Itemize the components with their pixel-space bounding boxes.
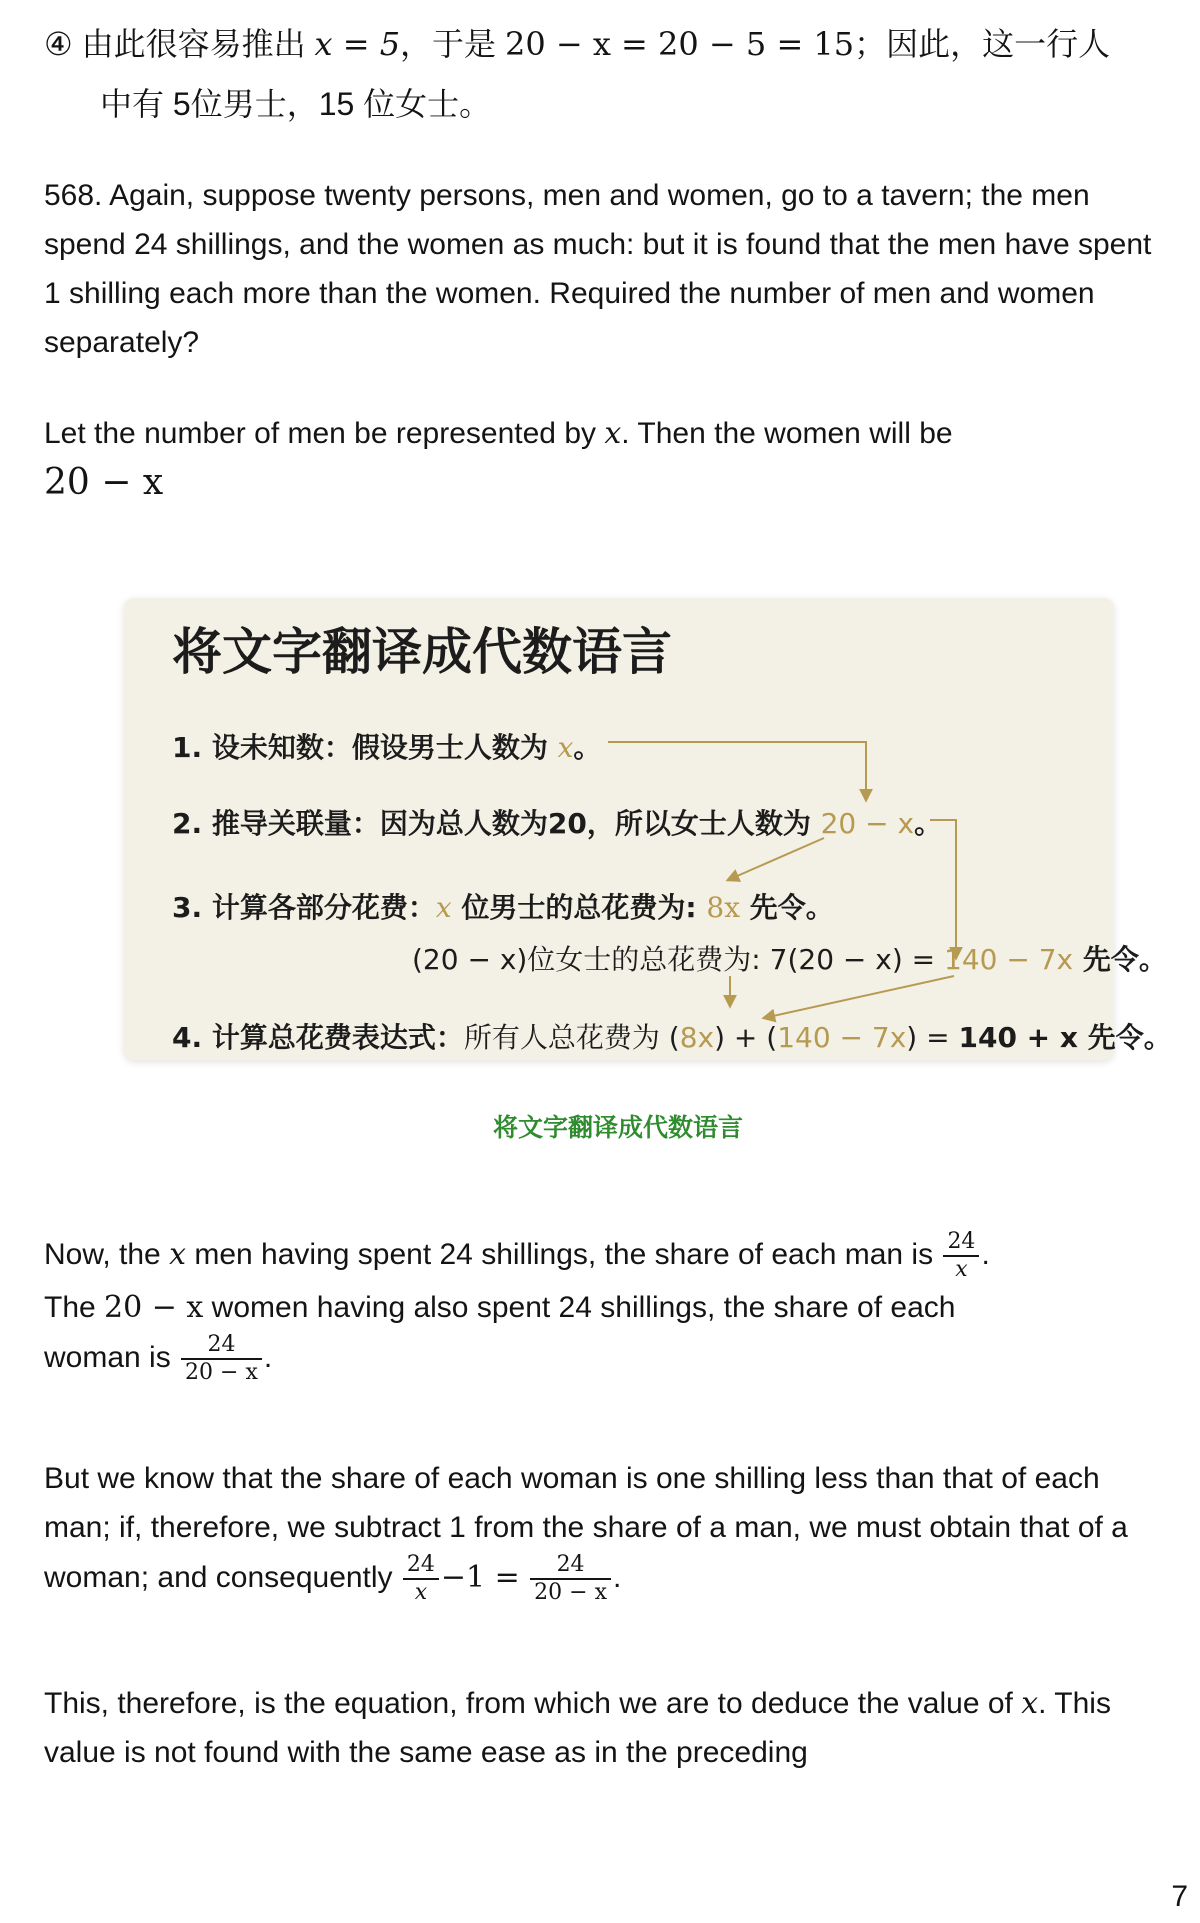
figure-step4 bbox=[172, 1016, 1172, 1056]
frac-denominator: x bbox=[955, 1257, 968, 1282]
closing-var: x bbox=[1021, 1686, 1039, 1721]
share-text-a: Now, the bbox=[44, 1237, 170, 1271]
rhs-denominator: 20 − x bbox=[534, 1580, 607, 1605]
step2-end: 。 bbox=[914, 807, 943, 840]
share-man-fraction bbox=[943, 1229, 979, 1283]
step4-end-a: ) = bbox=[906, 1021, 959, 1054]
share-line3-a: woman is bbox=[44, 1340, 180, 1374]
equation-text: But we know that the share of each woman is one shilling less than that of each man; if, therefore, we subtract 1 from the share of a man, we must obtain that of a woman; and consequently bbox=[44, 1462, 1128, 1594]
equation-lhs-fraction bbox=[403, 1552, 439, 1606]
arrow-step1-to-step2 bbox=[608, 742, 866, 800]
figure-step3 bbox=[172, 886, 834, 926]
step4-text-c: ；因此，这一行人 bbox=[854, 26, 1111, 62]
circled-four-marker: ④ bbox=[44, 26, 73, 62]
step3-text: 位男士的总花费为: bbox=[451, 891, 707, 924]
share-woman-fraction bbox=[181, 1332, 262, 1386]
step4-paragraph bbox=[44, 14, 1164, 134]
lhs-denominator: x bbox=[414, 1580, 428, 1605]
share-line2-b: women having also spent 24 shillings, the share of each bbox=[203, 1291, 956, 1324]
share-paragraph: Now, the x men having spent 24 shillings, the share of each man is $\frac{24}{x}$ . The 20 − x women having also spent 24 shillings, the share of each woman is $\frac{24}{20 - x}$ . bbox=[44, 1229, 990, 1385]
step4-result: 140 + x bbox=[958, 1021, 1078, 1054]
equation-minus-one: −1 = bbox=[440, 1559, 520, 1595]
closing-text-a: This, therefore, is the equation, from which we are to deduce the value of bbox=[44, 1687, 1022, 1720]
let-text-a: Let the number of men be represented by bbox=[44, 417, 605, 450]
lhs-numerator: 24 bbox=[403, 1552, 439, 1580]
share-line2-expr: 20 − x bbox=[104, 1290, 204, 1325]
share-var: x bbox=[169, 1236, 186, 1272]
figure-step3b bbox=[412, 938, 1167, 978]
step1-label: 1. 设未知数： bbox=[172, 731, 352, 764]
frac2-denominator: 20 − x bbox=[185, 1360, 258, 1385]
step4-math-a: x = 5 bbox=[314, 25, 401, 63]
step4-e1: 8x bbox=[679, 1021, 715, 1054]
step3b-text: (20 − x)位女士的总花费为: 7(20 − x) = bbox=[412, 943, 945, 976]
figure-caption: 将文字翻译成代数语言 bbox=[492, 1113, 743, 1142]
share-line2-a: The bbox=[44, 1291, 105, 1324]
page-number: 7 bbox=[1171, 1880, 1188, 1913]
share-text-b: men having spent 24 shillings, the share of each man is bbox=[186, 1237, 942, 1271]
step4-line2: 中有 5位男士，15 位女士。 bbox=[100, 86, 492, 122]
step3-end: 先令。 bbox=[739, 891, 834, 924]
figure-title: 将文字翻译成代数语言 bbox=[172, 622, 672, 681]
step2-expr: 20 − x bbox=[820, 807, 915, 840]
step4-text: 所有人总花费为 ( bbox=[463, 1021, 680, 1054]
step3-label: 3. 计算各部分花费： bbox=[172, 891, 436, 924]
equation-rhs-fraction bbox=[530, 1552, 611, 1606]
step4-text-a: 由此很容易推出 bbox=[81, 26, 306, 62]
step4-math-b: 20 − x = 20 − 5 = 15 bbox=[504, 25, 855, 63]
step1-end: 。 bbox=[573, 731, 602, 764]
frac2-numerator: 24 bbox=[181, 1332, 262, 1360]
rhs-numerator: 24 bbox=[530, 1552, 611, 1580]
step4-label: 4. 计算总花费表达式： bbox=[172, 1021, 464, 1054]
let-expr: 20 − x bbox=[44, 462, 164, 503]
step4-text-b: ，于是 bbox=[400, 26, 497, 62]
let-var: x bbox=[604, 416, 622, 451]
let-text-b: . Then the women will be bbox=[621, 417, 953, 450]
let-paragraph bbox=[44, 409, 1164, 509]
step3-var: x bbox=[435, 891, 452, 924]
closing-text-b: . This value is not found with the same ease as in the preceding bbox=[44, 1687, 1111, 1769]
step1-var: x bbox=[557, 731, 574, 764]
step3-expr: 8x bbox=[706, 891, 740, 924]
closing-paragraph bbox=[44, 1679, 1164, 1777]
frac-numerator: 24 bbox=[943, 1229, 979, 1257]
step3b-end: 先令。 bbox=[1073, 943, 1167, 976]
translation-figure bbox=[124, 598, 1172, 1060]
step2-label: 2. 推导关联量： bbox=[172, 807, 380, 840]
figure-step1 bbox=[172, 726, 601, 766]
step4-mid: ) + ( bbox=[714, 1021, 778, 1054]
problem-568-paragraph: 568. Again, suppose twenty persons, men and women, go to a tavern; the men spend 24 shillings, and the women as much: but it is found that the men have spent 1 shilling each more than the women. Required the number of men and women separately? bbox=[44, 179, 1152, 359]
step1-text: 假设男士人数为 bbox=[351, 731, 558, 764]
figure-step2 bbox=[172, 802, 942, 842]
step4-e2: 140 − 7x bbox=[777, 1021, 907, 1054]
step4-end: 先令。 bbox=[1077, 1021, 1172, 1054]
arrow-140-to-step4 bbox=[764, 976, 954, 1018]
arrow-step2-to-8x bbox=[728, 838, 824, 880]
equation-paragraph: But we know that the share of each woman is one shilling less than that of each man; if, therefore, we subtract 1 from the share of a man, we must obtain that of a woman; and consequently $\frac{24}{x}$ −1 = $\frac{24}{20 - x}$ . bbox=[44, 1462, 1128, 1605]
step3b-expr: 140 − 7x bbox=[944, 943, 1074, 976]
step2-text: 因为总人数为20，所以女士人数为 bbox=[379, 807, 821, 840]
